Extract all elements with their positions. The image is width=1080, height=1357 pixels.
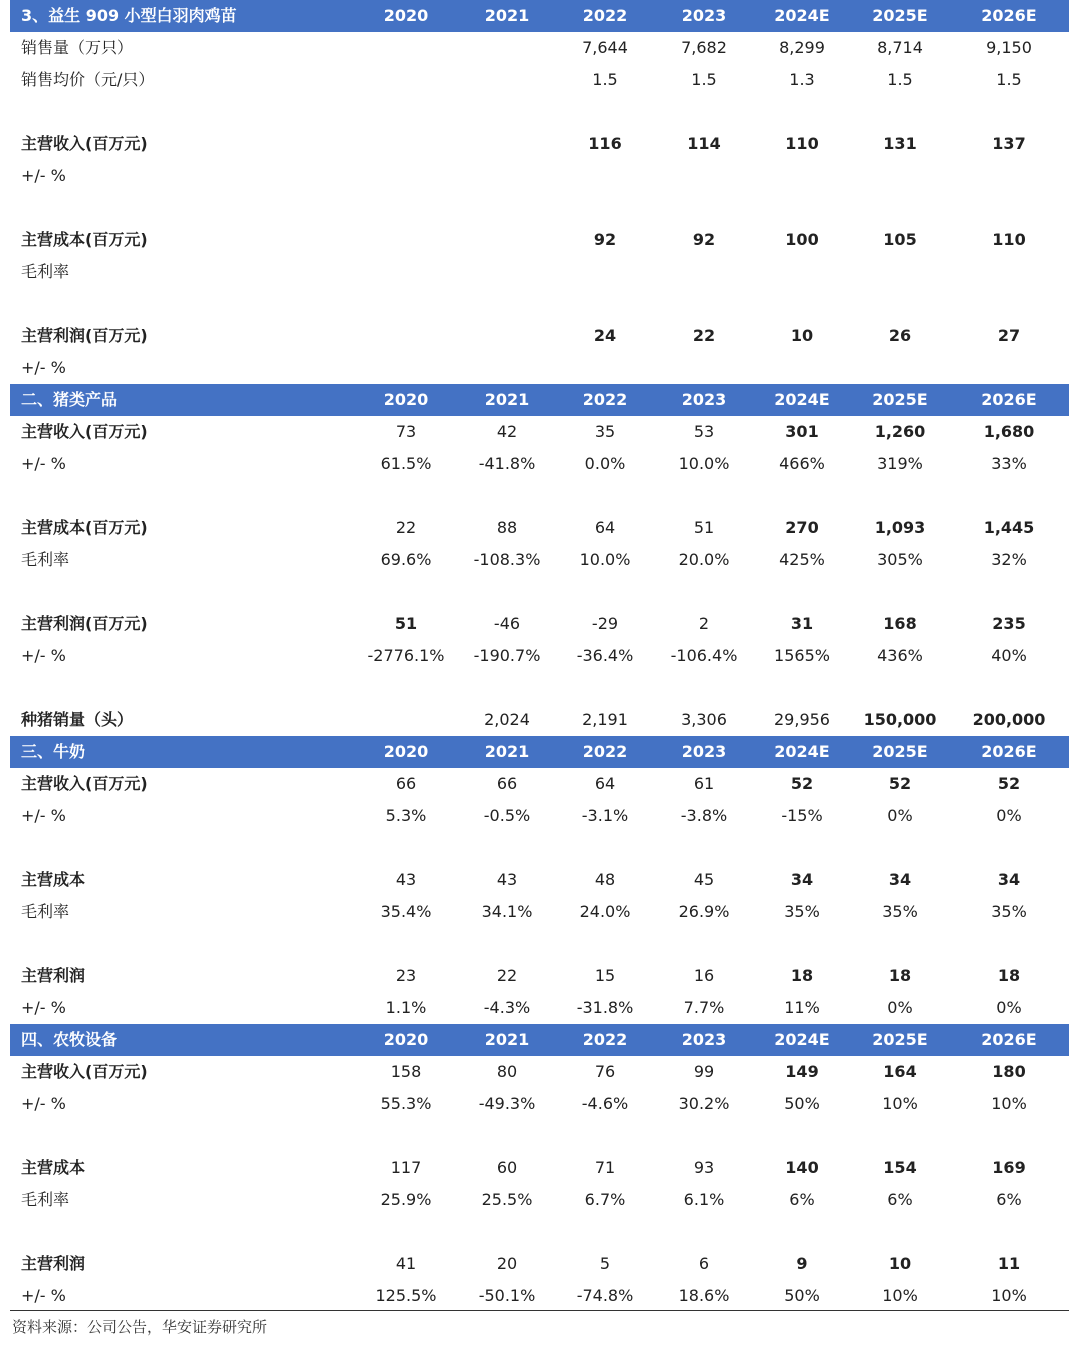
table-cell: 92 [593, 230, 617, 249]
table-row [10, 1184, 1069, 1216]
table-row [10, 992, 1069, 1024]
table-cell: 100 [785, 230, 819, 249]
table-cell: 2 [698, 614, 710, 633]
table-cell [452, 64, 562, 96]
table-cell: 11% [784, 998, 820, 1017]
table-cell: 41 [395, 1254, 417, 1273]
table-cell: 34 [790, 870, 814, 889]
table-cell: -29 [591, 614, 619, 633]
table-cell: 137 [992, 134, 1026, 153]
table-cell: 66 [395, 774, 417, 793]
table-row [10, 512, 1069, 544]
table-cell: 18 [790, 966, 814, 985]
table-row [10, 544, 1069, 576]
row-label: +/- % [21, 998, 66, 1017]
table-cell: 35 [594, 422, 616, 441]
table-cell: 11 [997, 1254, 1021, 1273]
table-cell: 301 [785, 422, 819, 441]
table-cell [452, 352, 562, 384]
table-cell: 0% [996, 998, 1022, 1017]
year-header: 2023 [681, 742, 727, 761]
table-cell: 1.3 [789, 70, 815, 89]
table-cell: -74.8% [576, 1286, 634, 1305]
table-cell: 69.6% [380, 550, 432, 569]
table-cell: 1,093 [874, 518, 926, 537]
table-cell: 1.5 [691, 70, 717, 89]
table-cell: 73 [395, 422, 417, 441]
table-cell: 0% [887, 998, 913, 1017]
table-cell: 32% [991, 550, 1027, 569]
row-label: 主营收入(百万元) [21, 422, 148, 441]
table-cell: 76 [594, 1062, 616, 1081]
row-label: +/- % [21, 1094, 66, 1113]
table-cell: 18.6% [678, 1286, 730, 1305]
table-cell: -106.4% [670, 646, 738, 665]
table-cell: 35% [991, 902, 1027, 921]
year-header: 2026E [981, 1030, 1037, 1049]
financial-table [10, 0, 1069, 1312]
row-label: 销售量（万只） [21, 38, 134, 57]
table-cell: 114 [687, 134, 721, 153]
year-header: 2021 [484, 390, 530, 409]
table-cell: 436% [877, 646, 923, 665]
section-header [10, 0, 1069, 32]
section-title: 二、猪类产品 [21, 390, 118, 409]
year-header: 2021 [484, 6, 530, 25]
table-cell [452, 320, 562, 352]
spacer-row [10, 288, 1069, 320]
table-cell: 43 [395, 870, 417, 889]
table-row [10, 1088, 1069, 1120]
table-cell [649, 256, 759, 288]
table-cell [747, 160, 857, 192]
table-cell: 22 [395, 518, 417, 537]
table-cell: 8,714 [877, 38, 923, 57]
table-cell: 61.5% [380, 454, 432, 473]
table-cell: 2,024 [484, 710, 530, 729]
table-cell [452, 256, 562, 288]
table-cell: 48 [594, 870, 616, 889]
table-cell [845, 160, 955, 192]
table-cell: 0% [996, 806, 1022, 825]
table-cell [747, 352, 857, 384]
table-cell: 52 [888, 774, 912, 793]
table-row [10, 448, 1069, 480]
row-label: 毛利率 [21, 1190, 70, 1209]
year-header: 2025E [872, 390, 928, 409]
table-cell: 1.1% [385, 998, 427, 1017]
table-cell: 6.1% [683, 1190, 725, 1209]
table-cell: 10.0% [579, 550, 631, 569]
table-cell: 466% [779, 454, 825, 473]
table-cell: 35.4% [380, 902, 432, 921]
table-cell: 66 [496, 774, 518, 793]
spacer-row [10, 576, 1069, 608]
table-cell: 6% [887, 1190, 913, 1209]
table-cell: -3.1% [581, 806, 629, 825]
table-cell: 10% [882, 1094, 918, 1113]
table-cell: 305% [877, 550, 923, 569]
year-header: 2020 [383, 390, 429, 409]
year-header: 2024E [774, 742, 830, 761]
table-cell: -36.4% [576, 646, 634, 665]
table-cell: 34 [888, 870, 912, 889]
table-cell: 20 [496, 1254, 518, 1273]
table-cell: 25.9% [380, 1190, 432, 1209]
table-cell: 20.0% [678, 550, 730, 569]
table-cell: 200,000 [972, 710, 1046, 729]
table-cell: -108.3% [473, 550, 541, 569]
row-label: 毛利率 [21, 262, 70, 281]
table-cell: 168 [883, 614, 917, 633]
year-header: 2025E [872, 6, 928, 25]
table-cell: 26 [888, 326, 912, 345]
row-label: 主营收入(百万元) [21, 774, 148, 793]
table-cell: 7,644 [582, 38, 628, 57]
table-cell: 6% [996, 1190, 1022, 1209]
table-cell: 164 [883, 1062, 917, 1081]
section-header [10, 384, 1069, 416]
table-row [10, 864, 1069, 896]
table-cell [351, 128, 461, 160]
year-header: 2024E [774, 390, 830, 409]
table-cell: 45 [693, 870, 715, 889]
table-cell [351, 32, 461, 64]
year-header: 2022 [582, 1030, 628, 1049]
table-cell: 60 [496, 1158, 518, 1177]
table-cell: 92 [692, 230, 716, 249]
section-header [10, 1024, 1069, 1056]
table-cell: 1565% [774, 646, 830, 665]
table-row [10, 896, 1069, 928]
table-cell: 2,191 [582, 710, 628, 729]
year-header: 2023 [681, 390, 727, 409]
year-header: 2026E [981, 6, 1037, 25]
table-cell: 149 [785, 1062, 819, 1081]
section-title: 三、牛奶 [21, 742, 86, 761]
table-row [10, 1152, 1069, 1184]
table-cell: 0% [887, 806, 913, 825]
table-cell: 9,150 [986, 38, 1032, 57]
table-cell: 1,260 [874, 422, 926, 441]
spacer-row [10, 1120, 1069, 1152]
year-header: 2022 [582, 6, 628, 25]
table-cell: 116 [588, 134, 622, 153]
row-label: +/- % [21, 806, 66, 825]
table-cell: 24.0% [579, 902, 631, 921]
row-label: +/- % [21, 358, 66, 377]
table-cell: 93 [693, 1158, 715, 1177]
year-header: 2021 [484, 742, 530, 761]
row-label: +/- % [21, 166, 66, 185]
row-label: 主营成本 [21, 1158, 86, 1177]
table-cell: 7.7% [683, 998, 725, 1017]
table-cell: 6 [698, 1254, 710, 1273]
table-row [10, 1248, 1069, 1280]
year-header: 2026E [981, 742, 1037, 761]
table-cell [954, 160, 1064, 192]
table-cell: 1,680 [983, 422, 1035, 441]
year-header: 2024E [774, 1030, 830, 1049]
table-cell [452, 224, 562, 256]
year-header: 2023 [681, 6, 727, 25]
spacer-row [10, 928, 1069, 960]
table-cell: -4.6% [581, 1094, 629, 1113]
row-label: 种猪销量（头） [21, 710, 134, 729]
row-label: +/- % [21, 454, 66, 473]
table-cell [550, 160, 660, 192]
table-cell: 22 [692, 326, 716, 345]
year-header: 2020 [383, 6, 429, 25]
table-cell: 22 [496, 966, 518, 985]
table-cell [452, 160, 562, 192]
table-row [10, 224, 1069, 256]
table-cell: 15 [594, 966, 616, 985]
year-header: 2023 [681, 1030, 727, 1049]
row-label: 主营成本 [21, 870, 86, 889]
table-cell: 23 [395, 966, 417, 985]
table-cell: 10% [991, 1286, 1027, 1305]
table-row [10, 640, 1069, 672]
table-cell: 71 [594, 1158, 616, 1177]
year-header: 2025E [872, 742, 928, 761]
table-cell: 3,306 [681, 710, 727, 729]
row-label: 主营利润 [21, 1254, 86, 1273]
table-row [10, 416, 1069, 448]
row-label: 主营收入(百万元) [21, 1062, 148, 1081]
table-cell: 150,000 [863, 710, 937, 729]
table-cell: 31 [790, 614, 814, 633]
spacer-row [10, 672, 1069, 704]
table-cell: 27 [997, 326, 1021, 345]
table-cell: 33% [991, 454, 1027, 473]
source-note: 资料来源：公司公告，华安证券研究所 [12, 1318, 268, 1336]
table-cell: 105 [883, 230, 917, 249]
table-row [10, 320, 1069, 352]
table-cell: 319% [877, 454, 923, 473]
table-cell [649, 160, 759, 192]
table-cell: -15% [781, 806, 823, 825]
spacer-row [10, 480, 1069, 512]
year-header: 2022 [582, 390, 628, 409]
table-cell: 50% [784, 1094, 820, 1113]
table-cell: 30.2% [678, 1094, 730, 1113]
row-label: 销售均价（元/只） [21, 70, 155, 89]
table-row [10, 768, 1069, 800]
table-cell [550, 256, 660, 288]
table-cell [351, 64, 461, 96]
table-row [10, 160, 1069, 192]
table-cell: 51 [394, 614, 418, 633]
table-cell [351, 352, 461, 384]
table-cell: 110 [785, 134, 819, 153]
year-header: 2024E [774, 6, 830, 25]
table-cell [550, 352, 660, 384]
table-cell: 131 [883, 134, 917, 153]
row-label: 主营利润(百万元) [21, 614, 148, 633]
table-cell: 35% [784, 902, 820, 921]
table-cell: 10.0% [678, 454, 730, 473]
table-cell: 117 [390, 1158, 422, 1177]
row-label: 主营收入(百万元) [21, 134, 148, 153]
row-label: 主营利润 [21, 966, 86, 985]
table-cell [351, 256, 461, 288]
table-cell: 25.5% [481, 1190, 533, 1209]
spacer-row [10, 192, 1069, 224]
table-cell: 24 [593, 326, 617, 345]
section-title: 3、益生 909 小型白羽肉鸡苗 [21, 6, 237, 25]
table-cell: 1.5 [592, 70, 618, 89]
table-cell: 154 [883, 1158, 917, 1177]
table-cell: 5.3% [385, 806, 427, 825]
section-header [10, 736, 1069, 768]
table-cell: 0.0% [584, 454, 626, 473]
table-cell: 35% [882, 902, 918, 921]
table-cell: 125.5% [375, 1286, 437, 1305]
year-header: 2026E [981, 390, 1037, 409]
table-cell: 88 [496, 518, 518, 537]
table-cell: 34 [997, 870, 1021, 889]
table-cell: 235 [992, 614, 1026, 633]
table-cell: 64 [594, 518, 616, 537]
table-cell: 110 [992, 230, 1026, 249]
table-cell [954, 352, 1064, 384]
table-cell: -41.8% [478, 454, 536, 473]
year-header: 2022 [582, 742, 628, 761]
spacer-row [10, 832, 1069, 864]
table-cell: 10% [991, 1094, 1027, 1113]
spacer-row [10, 1216, 1069, 1248]
table-cell: 42 [496, 422, 518, 441]
table-row [10, 704, 1069, 736]
table-cell: -2776.1% [367, 646, 445, 665]
table-row [10, 1056, 1069, 1088]
table-cell [649, 352, 759, 384]
table-cell: 270 [785, 518, 819, 537]
table-row [10, 128, 1069, 160]
table-cell: 5 [599, 1254, 611, 1273]
table-cell [452, 32, 562, 64]
table-cell: 52 [790, 774, 814, 793]
spacer-row [10, 96, 1069, 128]
table-cell: 26.9% [678, 902, 730, 921]
table-cell [954, 256, 1064, 288]
table-cell: -46 [493, 614, 521, 633]
table-cell: 43 [496, 870, 518, 889]
table-cell: 18 [888, 966, 912, 985]
row-label: 主营成本(百万元) [21, 230, 148, 249]
table-cell: -3.8% [680, 806, 728, 825]
table-cell [351, 160, 461, 192]
table-cell: 34.1% [481, 902, 533, 921]
year-header: 2021 [484, 1030, 530, 1049]
table-row [10, 32, 1069, 64]
table-bottom-rule [10, 1310, 1069, 1311]
row-label: 主营利润(百万元) [21, 326, 148, 345]
table-row [10, 1280, 1069, 1312]
section-title: 四、农牧设备 [21, 1030, 118, 1049]
table-cell: 140 [785, 1158, 819, 1177]
table-row [10, 800, 1069, 832]
table-cell: 158 [390, 1062, 422, 1081]
table-cell: -4.3% [483, 998, 531, 1017]
row-label: 主营成本(百万元) [21, 518, 148, 537]
table-cell: 40% [991, 646, 1027, 665]
table-cell: 61 [693, 774, 715, 793]
table-cell [747, 256, 857, 288]
row-label: 毛利率 [21, 550, 70, 569]
table-row [10, 608, 1069, 640]
table-cell: 51 [693, 518, 715, 537]
table-cell: 6.7% [584, 1190, 626, 1209]
table-row [10, 960, 1069, 992]
table-cell: 53 [693, 422, 715, 441]
table-cell: 7,682 [681, 38, 727, 57]
table-cell: 1.5 [887, 70, 913, 89]
table-cell [845, 352, 955, 384]
table-cell: 18 [997, 966, 1021, 985]
table-cell: 80 [496, 1062, 518, 1081]
table-cell: -31.8% [576, 998, 634, 1017]
table-row [10, 256, 1069, 288]
table-cell: 9 [796, 1254, 808, 1273]
table-cell: -190.7% [473, 646, 541, 665]
table-cell [351, 704, 461, 736]
table-cell: 16 [693, 966, 715, 985]
table-cell: 6% [789, 1190, 815, 1209]
year-header: 2020 [383, 742, 429, 761]
year-header: 2020 [383, 1030, 429, 1049]
table-cell [845, 256, 955, 288]
year-header: 2025E [872, 1030, 928, 1049]
table-cell: 52 [997, 774, 1021, 793]
table-cell: 8,299 [779, 38, 825, 57]
table-cell [452, 128, 562, 160]
table-cell: -49.3% [478, 1094, 536, 1113]
table-cell: 10 [888, 1254, 912, 1273]
table-cell [351, 224, 461, 256]
table-cell: 64 [594, 774, 616, 793]
row-label: 毛利率 [21, 902, 70, 921]
table-cell: 10% [882, 1286, 918, 1305]
table-cell: -0.5% [483, 806, 531, 825]
table-cell: 55.3% [380, 1094, 432, 1113]
row-label: +/- % [21, 1286, 66, 1305]
row-label: +/- % [21, 646, 66, 665]
table-row [10, 352, 1069, 384]
table-cell: 99 [693, 1062, 715, 1081]
table-cell: -50.1% [478, 1286, 536, 1305]
table-cell: 1,445 [983, 518, 1035, 537]
table-cell: 169 [992, 1158, 1026, 1177]
table-cell: 29,956 [774, 710, 830, 729]
table-row [10, 64, 1069, 96]
table-cell: 425% [779, 550, 825, 569]
table-cell [351, 320, 461, 352]
table-cell: 10 [790, 326, 814, 345]
table-cell: 180 [992, 1062, 1026, 1081]
table-cell: 50% [784, 1286, 820, 1305]
table-cell: 1.5 [996, 70, 1022, 89]
